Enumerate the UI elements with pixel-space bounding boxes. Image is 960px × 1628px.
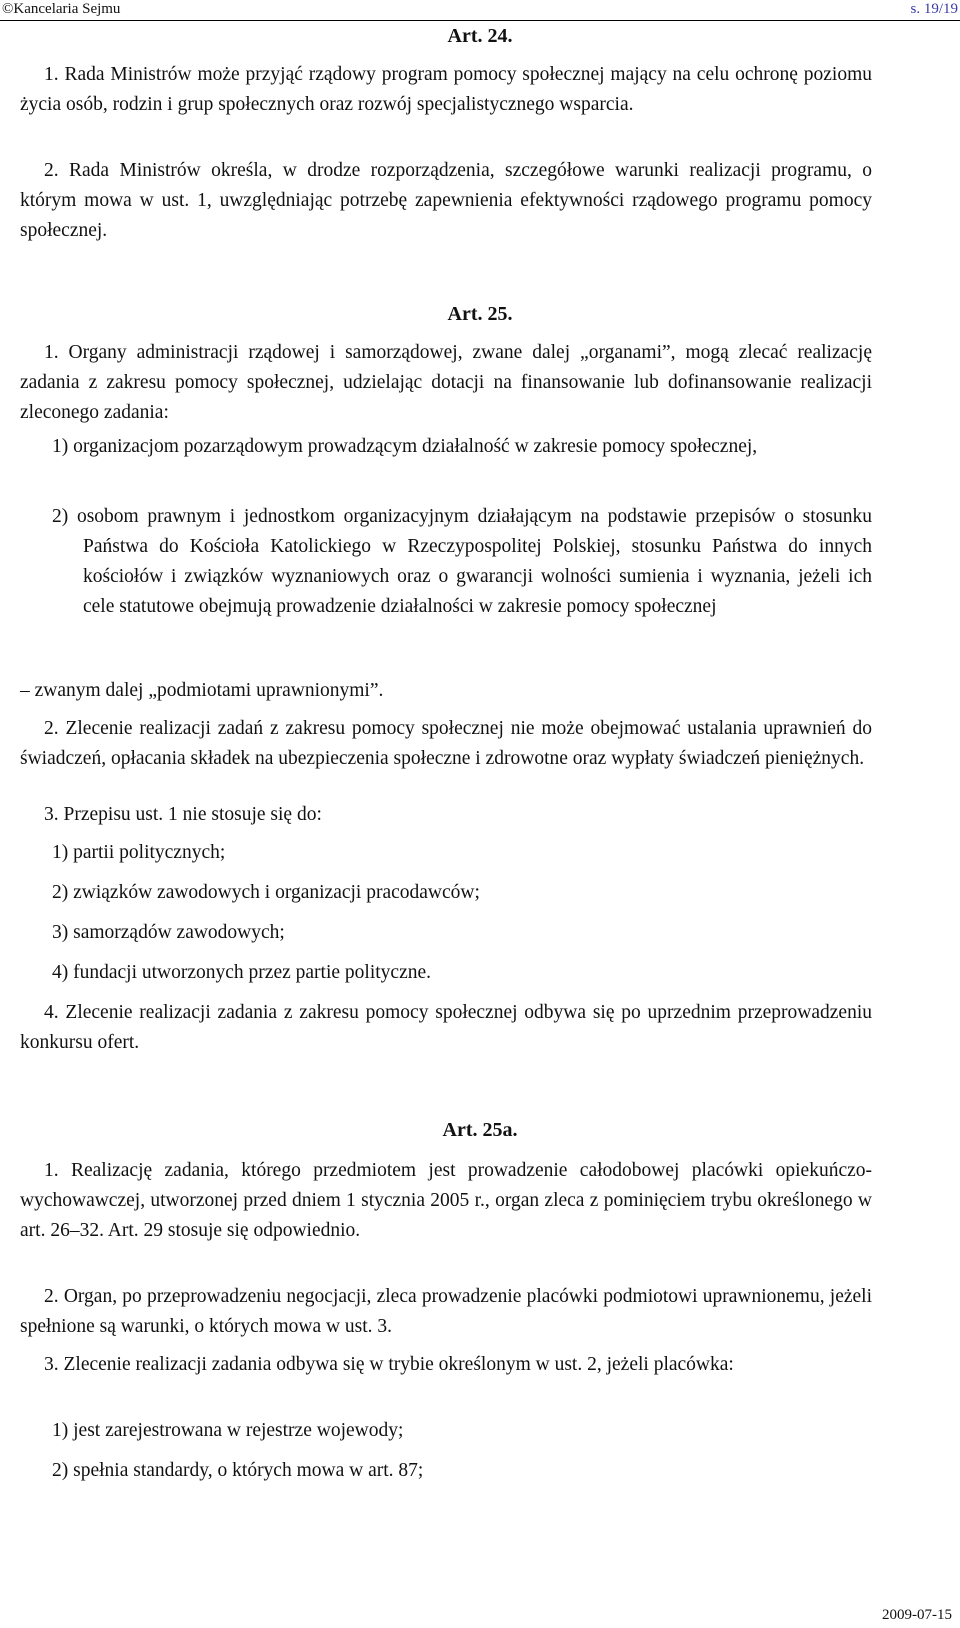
- art25-ust3-point4: 4) fundacji utworzonych przez partie polityczne.: [52, 962, 432, 983]
- art25a-ust3-point2: 2) spełnia standardy, o których mowa w art. 87;: [52, 1460, 424, 1481]
- art25-ust2: 2. Zlecenie realizacji zadań z zakresu pomocy społecznej nie może obejmować ustalania uprawnień do świadczeń, opłacania składek na ubezpieczenia społeczne i zdrowotne oraz wypłaty świadczeń pieniężnych.: [20, 718, 872, 769]
- art25-ust3: 3. Przepisu ust. 1 nie stosuje się do:: [44, 804, 322, 825]
- copyright-label: ©Kancelaria Sejmu: [2, 1, 121, 17]
- art25-ust3-point1: 1) partii politycznych;: [52, 842, 226, 863]
- art25a-ust2: 2. Organ, po przeprowadzeniu negocjacji, zleca prowadzenie placówki podmiotowi uprawnionemu, jeżeli spełnione są warunki, o których mowa w ust. 3.: [20, 1286, 872, 1337]
- art25-ust1-tail: – zwanym dalej „podmiotami uprawnionymi”.: [20, 680, 384, 701]
- art25a-ust3: 3. Zlecenie realizacji zadania odbywa się w trybie określonym w ust. 2, jeżeli placówka:: [44, 1354, 734, 1375]
- art25-ust3-point2: 2) związków zawodowych i organizacji pracodawców;: [52, 882, 480, 903]
- page-header: [0, 0, 960, 21]
- document-date: 2009-07-15: [882, 1607, 952, 1623]
- art25-ust4: 4. Zlecenie realizacji zadania z zakresu pomocy społecznej odbywa się po uprzednim przeprowadzeniu konkursu ofert.: [20, 1002, 872, 1053]
- art24-ust2: 2. Rada Ministrów określa, w drodze rozporządzenia, szczegółowe warunki realizacji programu, o którym mowa w ust. 1, uwzględniając potrzebę zapewnienia efektywności rządowego programu pomocy społecznej.: [20, 160, 872, 241]
- art25-ust1-point2: 2) osobom prawnym i jednostkom organizacyjnym działającym na podstawie przepisów o stosunku Państwa do Kościoła Katolickiego w Rzeczypospolitej Polskiej, stosunku Państwa do innych kościołów i związków wyznaniowych oraz o gwarancji wolności sumienia i wyznania, jeżeli ich cele statutowe obejmują prowadzenie działalności w zakresie pomocy społecznej: [52, 506, 872, 617]
- article-25-heading: Art. 25.: [447, 303, 513, 325]
- article-25a-heading: Art. 25a.: [442, 1119, 518, 1141]
- art25a-ust1: 1. Realizację zadania, którego przedmiotem jest prowadzenie całodobowej placówki opiekuńczo-wychowawczej, utworzonej przed dniem 1 stycznia 2005 r., organ zleca z pominięciem trybu określonego w art. 26–32. Art. 29 stosuje się odpowiednio.: [20, 1160, 872, 1241]
- art25a-ust3-point1: 1) jest zarejestrowana w rejestrze wojewody;: [52, 1420, 404, 1441]
- art25-ust1: 1. Organy administracji rządowej i samorządowej, zwane dalej „organami”, mogą zlecać realizację zadania z zakresu pomocy społecznej, udzielając dotacji na finansowanie lub dofinansowanie realizacji zleconego zadania:: [20, 342, 872, 423]
- art25-ust3-point3: 3) samorządów zawodowych;: [52, 922, 285, 943]
- art25-ust1-point1: 1) organizacjom pozarządowym prowadzącym działalność w zakresie pomocy społecznej,: [52, 436, 758, 457]
- article-24-heading: Art. 24.: [447, 25, 513, 47]
- page-number: s. 19/19: [910, 1, 958, 17]
- art24-ust1: 1. Rada Ministrów może przyjąć rządowy program pomocy społecznej mający na celu ochronę poziomu życia osób, rodzin i grup społecznych oraz rozwój specjalistycznego wsparcia.: [20, 64, 872, 115]
